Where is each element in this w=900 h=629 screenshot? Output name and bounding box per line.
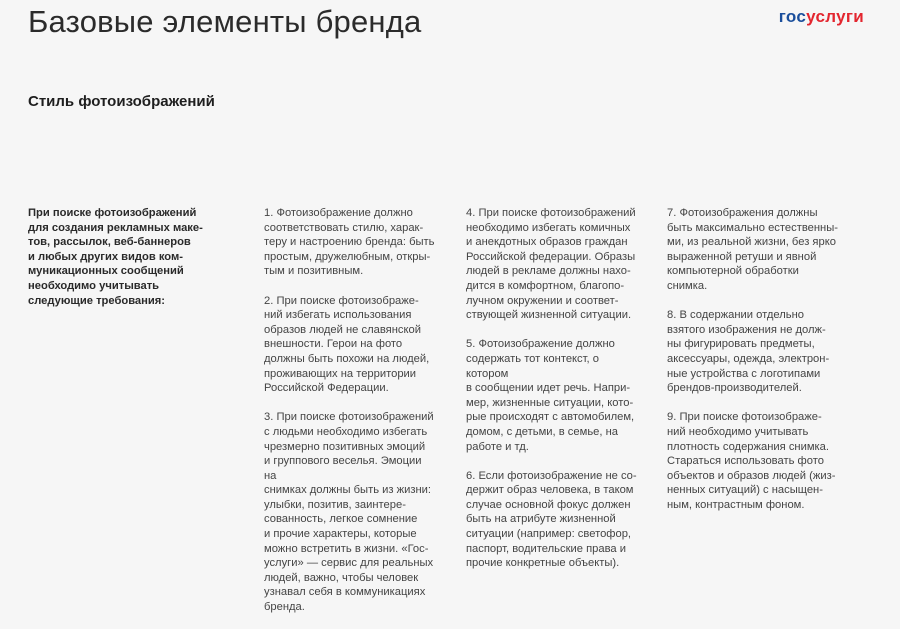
logo-part-gos: гос <box>778 7 807 26</box>
requirement-item: 8. В содержании отдельно взятого изображения не долж- ны фигурировать предметы, аксессуары, одежда, электрон- ные устройства с логотипами брендов-производителей. <box>667 309 830 395</box>
intro-text: При поиске фотоизображений для создания рекламных маке- тов, рассылок, веб-баннеров и любых других видов ком- муникационных сообщений необходимо учитывать следующие требования: <box>28 207 203 307</box>
requirement-item: 5. Фотоизображение должно содержать тот контекст, о котором в сообщении идет речь. Напри- мер, жизненные ситуации, кото- рые происходят с автомобилем, домом, с детьми, в семье, на работе и тд. <box>466 338 635 453</box>
section-title: Стиль фотоизображений <box>28 93 215 110</box>
page-title: Базовые элементы бренда <box>28 4 422 39</box>
gosuslugi-logo <box>779 7 864 27</box>
requirement-item: 9. При поиске фотоизображе- ний необходимо учитывать плотность содержания снимка. Стараться использовать фото объектов и образов людей (жиз- ненных ситуаций) с насыщен- ным, контрастным фоном. <box>667 411 836 511</box>
requirement-item: 6. Если фотоизображение не со- держит образ человека, в таком случае основной фокус должен быть на атрибуте жизненной ситуации (например: светофор, паспорт, водительские права и прочие конкретные объекты). <box>466 469 637 570</box>
requirement-item: 4. При поиске фотоизображений необходимо избегать комичных и анекдотных образов граждан Российской федерации. Образы людей в рекламе должны нахо- дится в комфортном, благопо- лучном окружении и соответ- ствующей жизненной ситуации. <box>466 207 636 322</box>
requirements-column-2 <box>466 206 638 585</box>
requirement-item: 7. Фотоизображения должны быть максимально естественны- ми, из реальной жизни, без ярко выраженной ретуши и явной компьютерной обработки снимка. <box>667 207 838 292</box>
requirements-column-1 <box>264 206 436 629</box>
logo-part-uslugi: услуги <box>806 7 864 26</box>
requirement-item: 3. При поиске фотоизображений с людьми необходимо избегать чрезмерно позитивных эмоций и группового веселья. Эмоции на снимках должны быть из жизни: улыбки, позитив, заинтере- сованность, легкое сомнение и прочие характеры, которые можно встретить в жизни. «Гос- услуги» — сервис для реальных людей, важно, чтобы человек узнавал себя в коммуникациях бренда. <box>264 411 434 614</box>
requirements-column-3 <box>667 206 839 527</box>
requirement-item: 1. Фотоизображение должно соответствовать стилю, харак- теру и настроению бренда: быть простым, дружелюбным, откры- тым и позитивным. <box>264 207 435 278</box>
requirement-item: 2. При поиске фотоизображе- ний избегать использования образов людей не славянской внешности. Герои на фото должны быть похожи на людей, проживающих на территории Российской Федерации. <box>264 294 430 395</box>
